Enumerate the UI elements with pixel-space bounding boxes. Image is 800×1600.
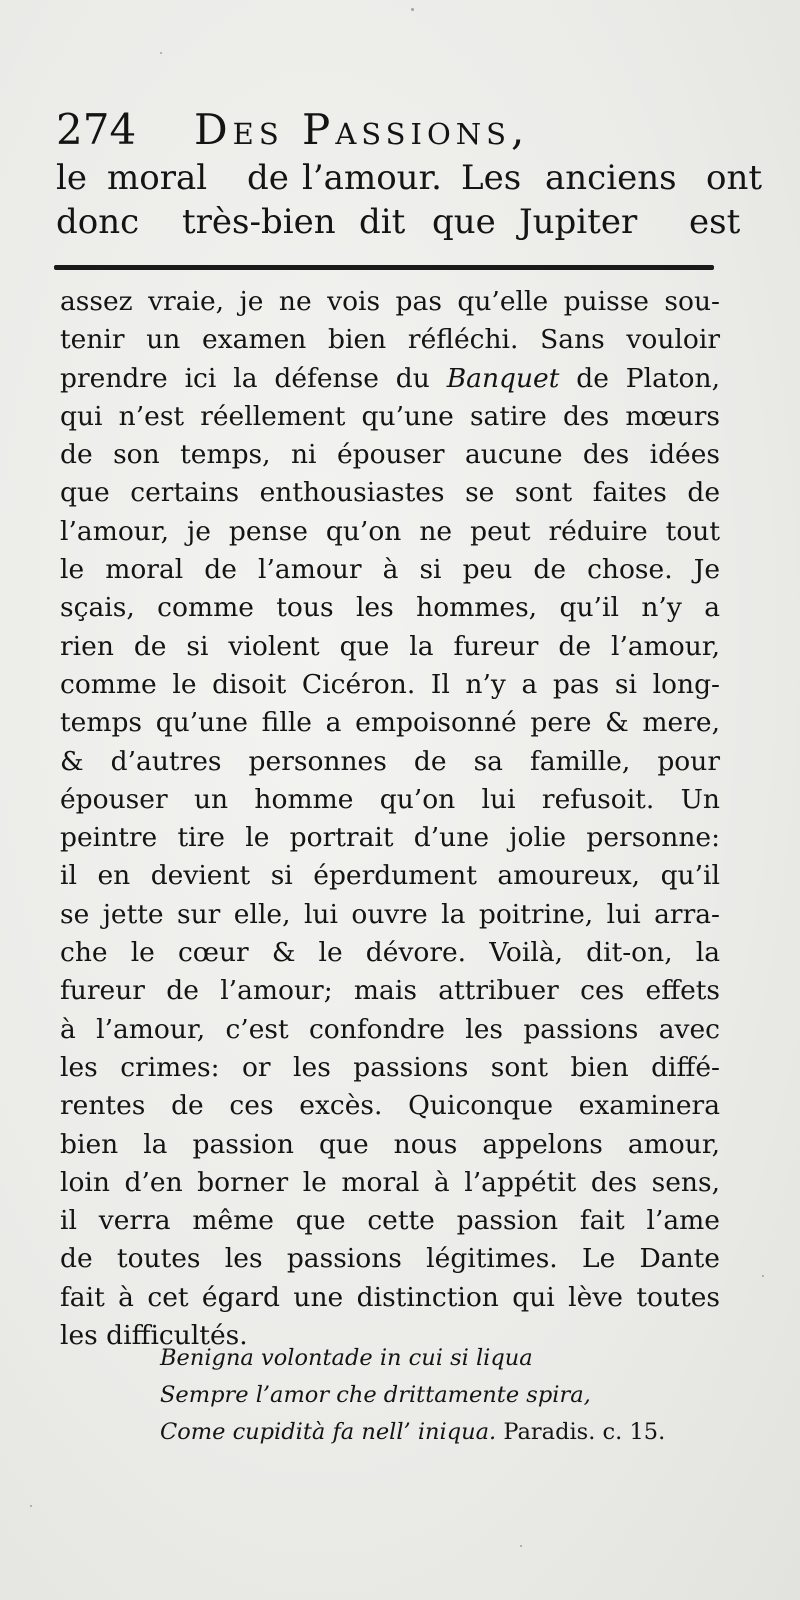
text-line: rien de si violent que la fureur de l’amour, — [60, 630, 720, 662]
text-line: temps qu’une fille a empoisonné pere & mere, — [60, 707, 720, 739]
text-line: fait à cet égard une distinction qui lève toutes — [60, 1281, 720, 1313]
carryover-word: de — [247, 158, 289, 198]
carryover-word: l’amour. — [302, 158, 442, 198]
text-line: de son temps, ni épouser aucune des idées — [60, 439, 720, 471]
text-line-start: prendre ici la défense du — [60, 362, 447, 394]
carryover-word: donc — [56, 202, 140, 242]
print-speck — [30, 1505, 32, 1507]
text-line: sçais, comme tous les hommes, qu’il n’y a — [60, 592, 720, 624]
print-speck — [762, 1275, 764, 1277]
carryover-word: est — [689, 202, 741, 242]
text-line: les difficultés. — [60, 1320, 248, 1352]
text-line: à l’amour, c’est confondre les passions avec — [60, 1013, 720, 1045]
text-line: & d’autres personnes de sa famille, pour — [60, 745, 720, 777]
text-line: l’amour, je pense qu’on ne peut réduire tout — [60, 515, 720, 547]
text-line: de toutes les passions légitimes. Le Dante — [60, 1243, 720, 1275]
carryover-word: Les — [461, 158, 522, 198]
page-number: 274 — [56, 105, 137, 154]
text-line: rentes de ces excès. Quiconque examinera — [60, 1090, 720, 1122]
verse-line: Sempre l’amor che drittamente spira, — [160, 1382, 591, 1408]
text-line: qui n’est réellement qu’une satire des mœurs — [60, 400, 720, 432]
body-text — [60, 283, 720, 1355]
text-line: le moral de l’amour à si peu de chose. Je — [60, 554, 720, 586]
carryover-word: le — [56, 158, 87, 198]
text-line: bien la passion que nous appelons amour, — [60, 1128, 720, 1160]
print-speck — [160, 52, 162, 54]
verse-line-text: Come cupidità fa nell’ iniqua. — [160, 1419, 497, 1445]
verse-line: Benigna volontade in cui si liqua — [160, 1345, 533, 1371]
print-speck — [411, 8, 414, 11]
text-line-end: de Platon, — [559, 362, 720, 394]
work-title-italic: Banquet — [446, 362, 560, 394]
running-header — [56, 105, 736, 155]
text-line: comme le disoit Cicéron. Il n’y a pas si long- — [60, 668, 720, 700]
text-line: les crimes: or les passions sont bien diffé- — [60, 1051, 720, 1083]
text-line: épouser un homme qu’on lui refusoit. Un — [60, 783, 720, 815]
verse-quotation — [160, 1340, 740, 1451]
carryover-word: Jupiter — [519, 202, 638, 242]
text-line: il verra même que cette passion fait l’ame — [60, 1205, 720, 1237]
horizontal-rule — [54, 265, 714, 270]
text-line: fureur de l’amour; mais attribuer ces effets — [60, 975, 720, 1007]
text-line: il en devient si éperdument amoureux, qu’il — [60, 860, 720, 892]
carryover-word: que — [432, 202, 496, 242]
text-line: peintre tire le portrait d’une jolie personne: — [60, 822, 720, 854]
text-line — [60, 360, 720, 398]
text-line: que certains enthousiastes se sont faites de — [60, 477, 720, 509]
print-speck — [520, 1545, 522, 1547]
carryover-word: ont — [706, 158, 763, 198]
carryover-word: dit — [359, 202, 406, 242]
text-line: tenir un examen bien réfléchi. Sans vouloir — [60, 324, 720, 356]
text-line: loin d’en borner le moral à l’appétit des sens, — [60, 1166, 720, 1198]
text-line: che le cœur & le dévore. Voilà, dit-on, la — [60, 937, 720, 969]
verse-reference: Paradis. c. 15. — [496, 1419, 666, 1445]
carryover-word: anciens — [545, 158, 677, 198]
carryover-word: moral — [107, 158, 208, 198]
carryover-word: très-bien — [182, 202, 336, 242]
running-title: Des Passions, — [194, 105, 530, 154]
verse-line — [160, 1414, 740, 1451]
text-line: assez vraie, je ne vois pas qu’elle puisse sou- — [60, 286, 720, 317]
text-line: se jette sur elle, lui ouvre la poitrine, lui arra- — [60, 898, 720, 930]
